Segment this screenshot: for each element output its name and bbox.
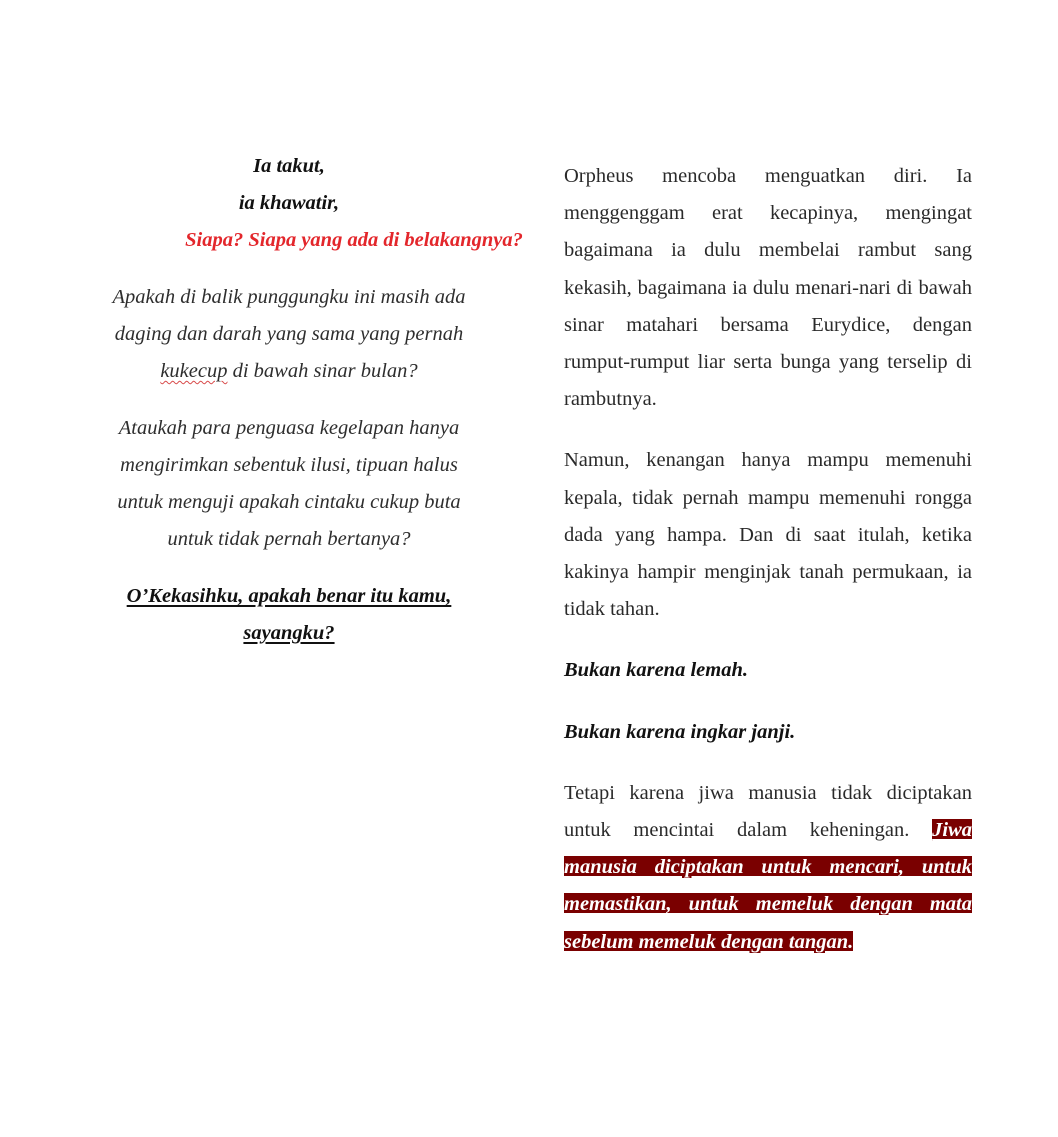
paragraph-4: Bukan karena ingkar janji.: [564, 720, 796, 743]
stanza-line: daging dan darah yang sama yang pernah: [114, 323, 464, 345]
stanza-line: mengirimkan sebentuk ilusi, tipuan halus: [120, 454, 458, 476]
stanza-line: [96, 353, 482, 390]
poem-stanza-2: [96, 410, 482, 558]
paragraph-5: [564, 775, 972, 961]
stanza-line: Ataukah para penguasa kegelapan hanya: [118, 417, 460, 439]
stanza-line-underlined: sayangku?: [243, 622, 335, 644]
prose-column: [564, 158, 972, 961]
stanza-line-rest: di bawah sinar bulan?: [227, 360, 418, 382]
paragraph-1: Orpheus mencoba menguatkan diri. Ia menggenggam erat kecapinya, mengingat bagaimana ia dulu membelai rambut sang kekasih, bagaimana ia dulu menari-nari di bawah sinar matahari bersama Eurydice, dengan rumput-rumput liar serta bunga yang terselip di rambutnya.: [564, 165, 972, 411]
poem-red-question: Siapa? Siapa yang ada di belakangnya?: [185, 229, 523, 251]
paragraph-5-text: Tetapi karena jiwa manusia tidak diciptakan untuk mencintai dalam keheningan.: [564, 781, 972, 842]
highlighted-selection[interactable]: Jiwa manusia diciptakan untuk mencari, untuk memastikan, untuk memeluk dengan mata sebelum memeluk dengan tangan.: [564, 819, 972, 953]
stanza-line: untuk menguji apakah cintaku cukup buta: [117, 491, 461, 513]
poem-stanza-1: [96, 279, 482, 390]
poem-lead-line-2: ia khawatir,: [238, 192, 340, 214]
poem-lead-line-1: Ia takut,: [253, 155, 325, 177]
stanza-line-underlined: O’Kekasihku, apakah benar itu kamu,: [126, 585, 452, 607]
spellcheck-flagged-word[interactable]: kukecup: [160, 360, 228, 382]
paragraph-3: Bukan karena lemah.: [564, 659, 748, 682]
paragraph-2: Namun, kenangan hanya mampu memenuhi kepala, tidak pernah mampu memenuhi rongga dada yang hampa. Dan di saat itulah, ketika kakinya hampir menginjak tanah permukaan, ia tidak tahan.: [564, 449, 972, 621]
poem-stanza-3: [96, 578, 482, 652]
stanza-line: Apakah di balik punggungku ini masih ada: [112, 286, 466, 308]
stanza-line: untuk tidak pernah bertanya?: [167, 528, 411, 550]
poem-column: [96, 148, 523, 652]
